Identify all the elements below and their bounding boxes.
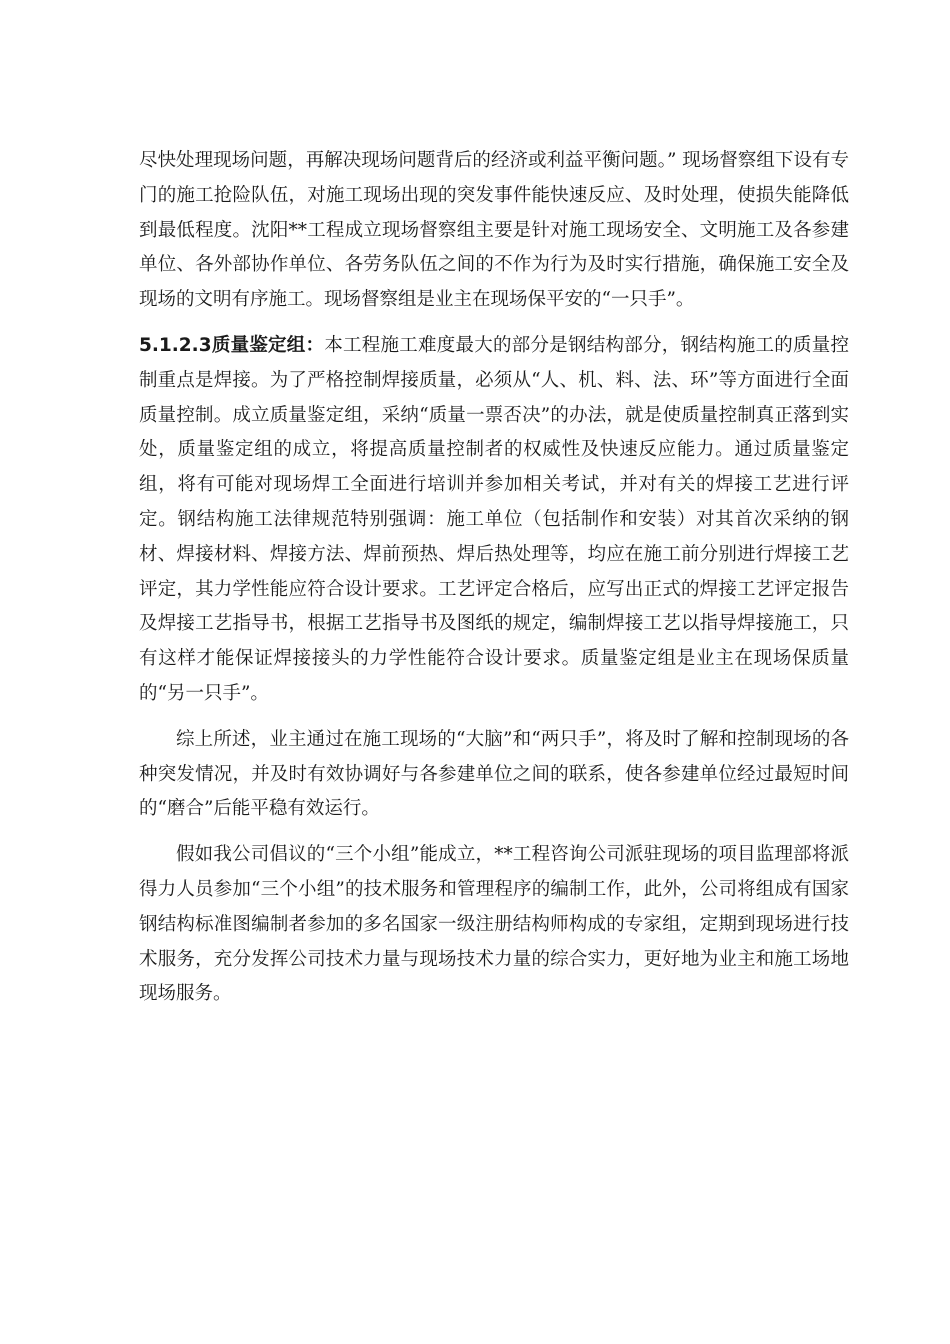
- paragraph-quality-group: [139, 329, 849, 712]
- paragraph-text: 尽快处理现场问题，再解决现场问题背后的经济或利益平衡问题。” 现场督察组下设有专门的施工抢险队伍，对施工现场出现的突发事件能快速反应、及时处理，使损失能降低到最低程度。沈阳**工程成立现场督察组主要是针对施工现场安全、文明施工及各参建单位、各外部协作单位、各劳务队伍之间的不作为行为及时实行措施，确保施工安全及现场的文明有序施工。现场督察组是业主在现场保平安的“一只手”。: [139, 150, 849, 311]
- document-body: [139, 144, 849, 1023]
- paragraph-proposal: [139, 838, 849, 1012]
- paragraph-text: 本工程施工难度最大的部分是钢结构部分，钢结构施工的质量控制重点是焊接。为了严格控制焊接质量，必须从“人、机、料、法、环”等方面进行全面质量控制。成立质量鉴定组，采纳“质量一票否决”的办法，就是使质量控制真正落到实处，质量鉴定组的成立，将提高质量控制者的权威性及快速反应能力。通过质量鉴定组，将有可能对现场焊工全面进行培训并参加相关考试，并对有关的焊接工艺进行评定。钢结构施工法律规范特别强调：施工单位（包括制作和安装）对其首次采纳的钢材、焊接材料、焊接方法、焊前预热、焊后热处理等，均应在施工前分别进行焊接工艺评定，其力学性能应符合设计要求。工艺评定合格后，应写出正式的焊接工艺评定报告及焊接工艺指导书，根据工艺指导书及图纸的规定，编制焊接工艺以指导焊接施工，只有这样才能保证焊接接头的力学性能符合设计要求。质量鉴定组是业主在现场保质量的“另一只手”。: [139, 334, 849, 704]
- paragraph-text: 假如我公司倡议的“三个小组”能成立，**工程咨询公司派驻现场的项目监理部将派得力人员参加“三个小组”的技术服务和管理程序的编制工作，此外，公司将组成有国家钢结构标准图编制者参加的多名国家一级注册结构师构成的专家组，定期到现场进行技术服务，充分发挥公司技术力量与现场技术力量的综合实力，更好地为业主和施工场地现场服务。: [139, 844, 849, 1005]
- paragraph-summary: [139, 723, 849, 827]
- section-heading: 5.1.2.3质量鉴定组：: [139, 334, 325, 356]
- paragraph-supervision-group: [139, 144, 849, 318]
- paragraph-text: 综上所述，业主通过在施工现场的“大脑”和“两只手”，将及时了解和控制现场的各种突发情况，并及时有效协调好与各参建单位之间的联系，使各参建单位经过最短时间的“磨合”后能平稳有效运行。: [139, 728, 849, 820]
